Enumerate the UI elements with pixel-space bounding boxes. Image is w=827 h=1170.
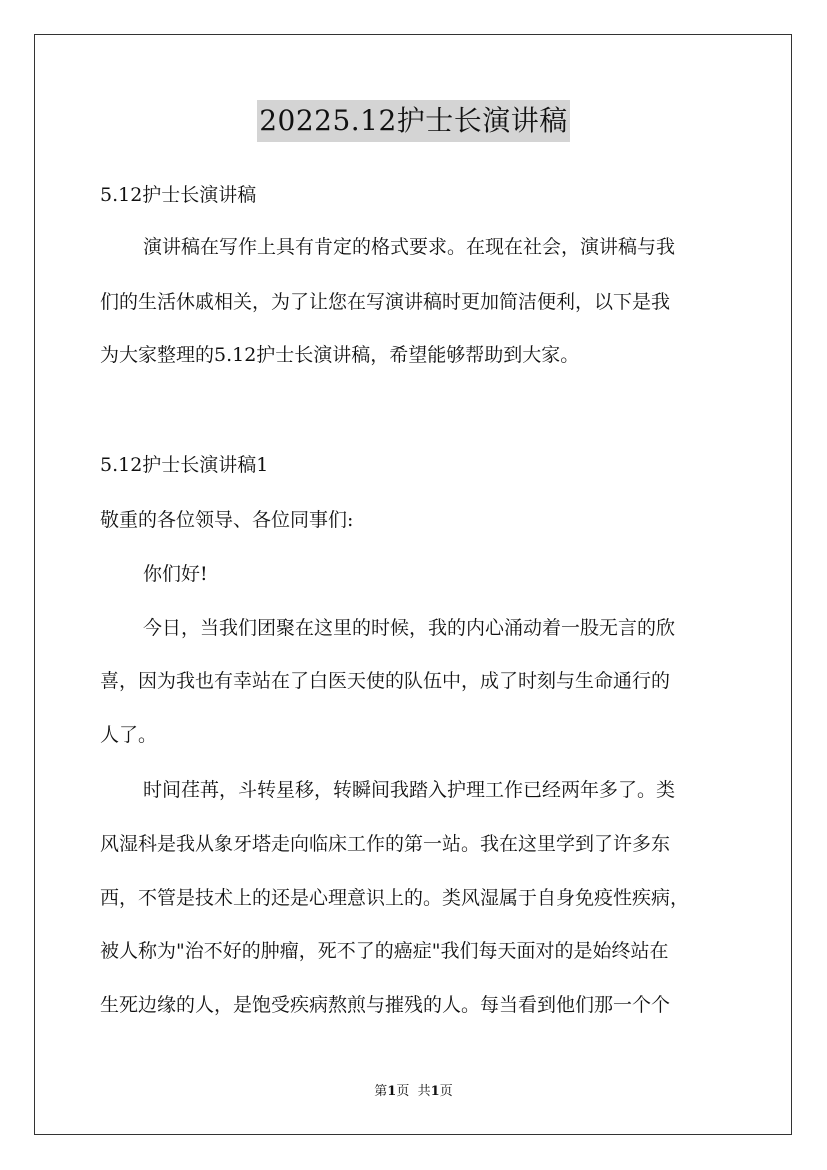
- section-heading: 5.12护士长演讲稿: [100, 184, 257, 206]
- paragraph-line: 演讲稿在写作上具有肯定的格式要求。在现在社会，演讲稿与我: [143, 236, 676, 258]
- document-title: 20225.12护士长演讲稿: [257, 100, 570, 142]
- paragraph-line: 风湿科是我从象牙塔走向临床工作的第一站。我在这里学到了许多东: [100, 833, 671, 855]
- paragraph-line: 生死边缘的人，是饱受疾病熬煎与摧残的人。每当看到他们那一个个: [100, 994, 671, 1016]
- paragraph-line: 人了。: [100, 724, 158, 746]
- paragraph-line: 时间荏苒，斗转星移，转瞬间我踏入护理工作已经两年多了。类: [143, 779, 676, 801]
- section-heading: 5.12护士长演讲稿1: [100, 454, 269, 476]
- footer-page-prefix: 第: [374, 1084, 388, 1099]
- page-footer: [0, 1083, 827, 1101]
- footer-total-number: 1: [430, 1084, 440, 1099]
- footer-page-suffix: 页: [396, 1084, 410, 1099]
- paragraph-line: 被人称为"治不好的肿瘤，死不了的癌症"我们每天面对的是始终站在: [100, 940, 669, 962]
- footer-total-prefix: 共: [417, 1084, 431, 1099]
- footer-total-suffix: 页: [439, 1084, 453, 1099]
- greeting: 你们好!: [143, 563, 208, 585]
- paragraph-line: 为大家整理的5.12护士长演讲稿，希望能够帮助到大家。: [100, 344, 580, 366]
- footer-page-number: 1: [387, 1084, 397, 1099]
- paragraph-line: 喜，因为我也有幸站在了白医天使的队伍中，成了时刻与生命通行的: [100, 670, 671, 692]
- salutation: 敬重的各位领导、各位同事们:: [100, 509, 354, 531]
- paragraph-line: 西，不管是技术上的还是心理意识上的。类风湿属于自身免疫性疾病，: [100, 887, 690, 909]
- paragraph-line: 今日，当我们团聚在这里的时候，我的内心涌动着一股无言的欣: [143, 617, 676, 639]
- title-container: [0, 100, 827, 142]
- paragraph-line: 们的生活休戚相关，为了让您在写演讲稿时更加简洁便利，以下是我: [100, 291, 671, 313]
